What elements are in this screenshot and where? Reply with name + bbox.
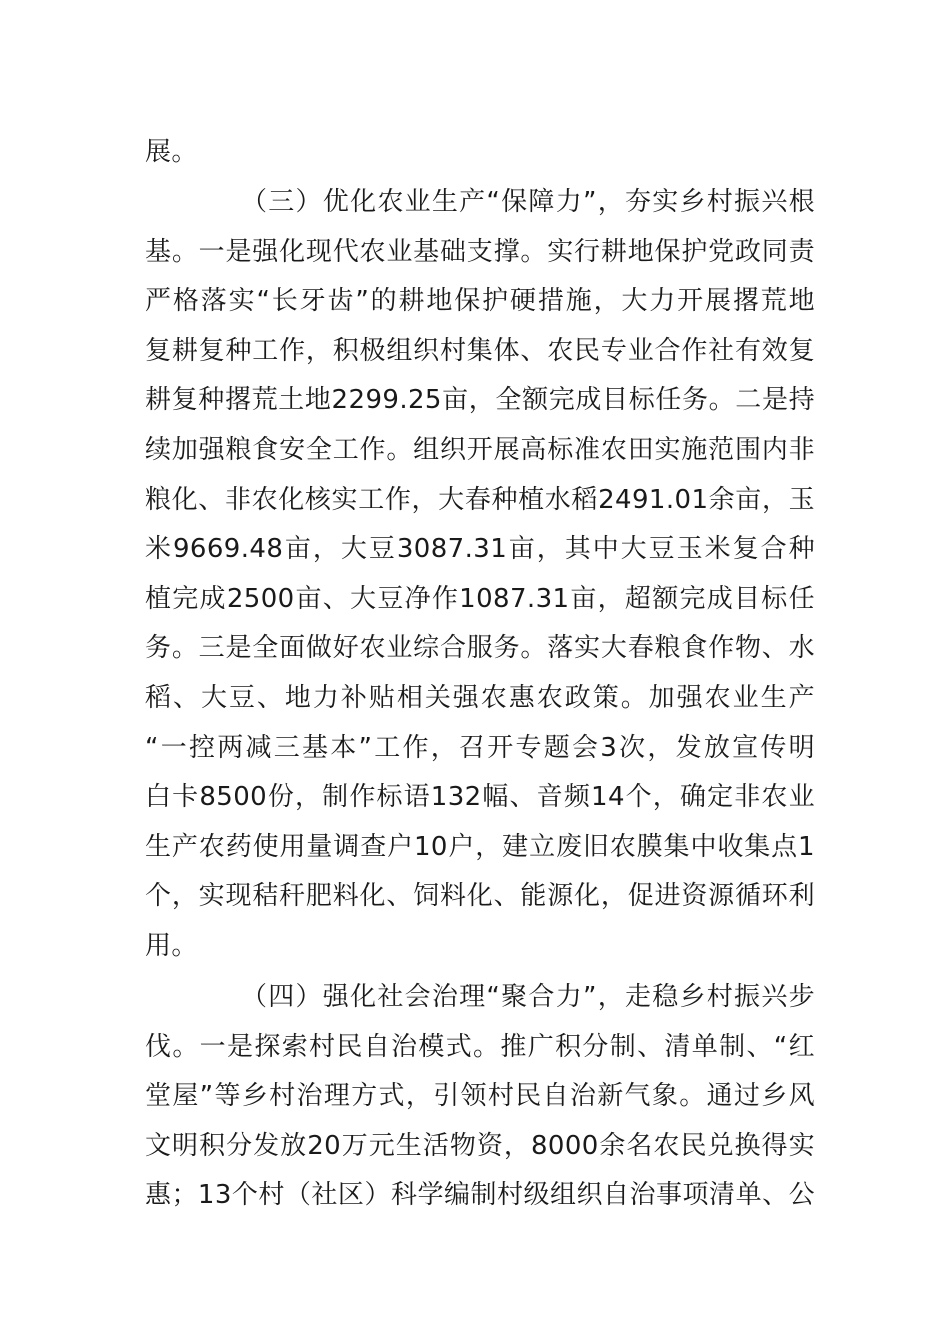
paragraph-line: 生产农药使用量调查户10户，建立废旧农膜集中收集点1 (145, 831, 815, 862)
paragraph-line: 惠；13个村（社区）科学编制村级组织自治事项清单、公 (145, 1180, 815, 1211)
paragraph-line: 个，实现秸秆肥料化、饲料化、能源化，促进资源循环利 (145, 881, 815, 912)
paragraph-line: 务。三是全面做好农业综合服务。落实大春粮食作物、水 (145, 633, 815, 664)
paragraph-line: 续加强粮食安全工作。组织开展高标准农田实施范围内非 (145, 434, 815, 465)
paragraph-line: 展。 (145, 137, 198, 167)
paragraph-line: 严格落实“长牙齿”的耕地保护硬措施，大力开展撂荒地 (145, 286, 815, 317)
paragraph-line: 米9669.48亩，大豆3087.31亩，其中大豆玉米复合种 (145, 534, 815, 565)
paragraph-line: 基。一是强化现代农业基础支撑。实行耕地保护党政同责 (145, 236, 815, 267)
paragraph-line: （四）强化社会治理“聚合力”，走稳乡村振兴步 (241, 982, 815, 1012)
paragraph-line: 植完成2500亩、大豆净作1087.31亩，超额完成目标任 (145, 583, 815, 614)
paragraph-line: 伐。一是探索村民自治模式。推广积分制、清单制、“红 (145, 1031, 815, 1062)
paragraph-line: 用。 (145, 930, 198, 961)
paragraph-line: 复耕复种工作，积极组织村集体、农民专业合作社有效复 (145, 335, 815, 366)
paragraph-line: （三）优化农业生产“保障力”，夯实乡村振兴根 (241, 187, 815, 217)
paragraph-line: “一控两减三基本”工作，召开专题会3次，发放宣传明 (145, 732, 815, 763)
paragraph-line: 稻、大豆、地力补贴相关强农惠农政策。加强农业生产 (145, 682, 815, 713)
paragraph-line: 文明积分发放20万元生活物资，8000余名农民兑换得实 (145, 1130, 815, 1161)
paragraph-section-4 (145, 973, 815, 1221)
paragraph-tail (145, 128, 815, 178)
paragraph-line: 耕复种撂荒土地2299.25亩，全额完成目标任务。二是持 (145, 385, 815, 416)
paragraph-section-3 (145, 178, 815, 972)
paragraph-line: 白卡8500份，制作标语132幅、音频14个，确定非农业 (145, 782, 815, 813)
paragraph-line: 粮化、非农化核实工作，大春种植水稻2491.01余亩，玉 (145, 484, 815, 515)
paragraph-line: 堂屋”等乡村治理方式，引领村民自治新气象。通过乡风 (145, 1081, 815, 1112)
